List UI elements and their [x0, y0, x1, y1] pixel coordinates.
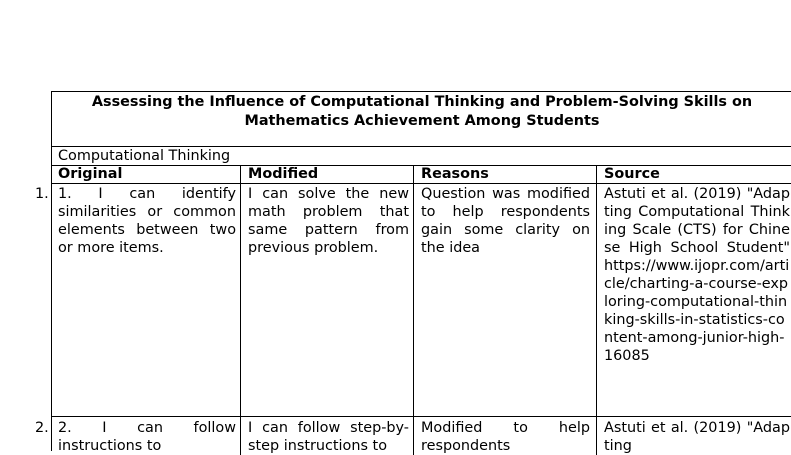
column-divider-2 — [413, 165, 414, 455]
row2-modified: I can follow step-by-step instructions to — [248, 420, 409, 454]
column-divider-1 — [240, 165, 241, 455]
row2-original: 2. I can follow instructions to — [58, 420, 236, 454]
header-original: Original — [58, 166, 123, 182]
section-label: Computational Thinking — [58, 148, 231, 164]
table-top-border — [51, 91, 791, 92]
header-source: Source — [604, 166, 660, 182]
header-modified: Modified — [248, 166, 319, 182]
row1-original: 1. I can identify similarities or common elements between two or more items. — [58, 186, 236, 256]
table-left-border — [51, 91, 52, 451]
header-reasons: Reasons — [421, 166, 489, 182]
row-number: 1. — [35, 186, 49, 202]
row2-source: Astuti et al. (2019) "Adapting — [604, 420, 790, 454]
row1-source: Astuti et al. (2019) "Adapting Computational Thinking Scale (CTS) for Chinese High School Student" https://www.ijopr.com/article/charting-a-course-exploring-computational-thinking-skills-in-statistics-content-among-junior-high-16085 — [604, 186, 790, 364]
table-title: Assessing the Influence of Computational Thinking and Problem-Solving Skills on Mathematics Achievement Among Students — [91, 94, 753, 129]
row1-bottom-border — [51, 416, 791, 417]
row1-reasons: Question was modified to help respondents gain some clarity on the idea — [421, 186, 590, 256]
row1-modified: I can solve the new math problem that same pattern from previous problem. — [248, 186, 409, 256]
column-divider-3 — [596, 165, 597, 455]
row-number: 2. — [35, 420, 49, 436]
row2-reasons: Modified to help respondents — [421, 420, 590, 454]
header-bottom-border — [51, 183, 791, 184]
